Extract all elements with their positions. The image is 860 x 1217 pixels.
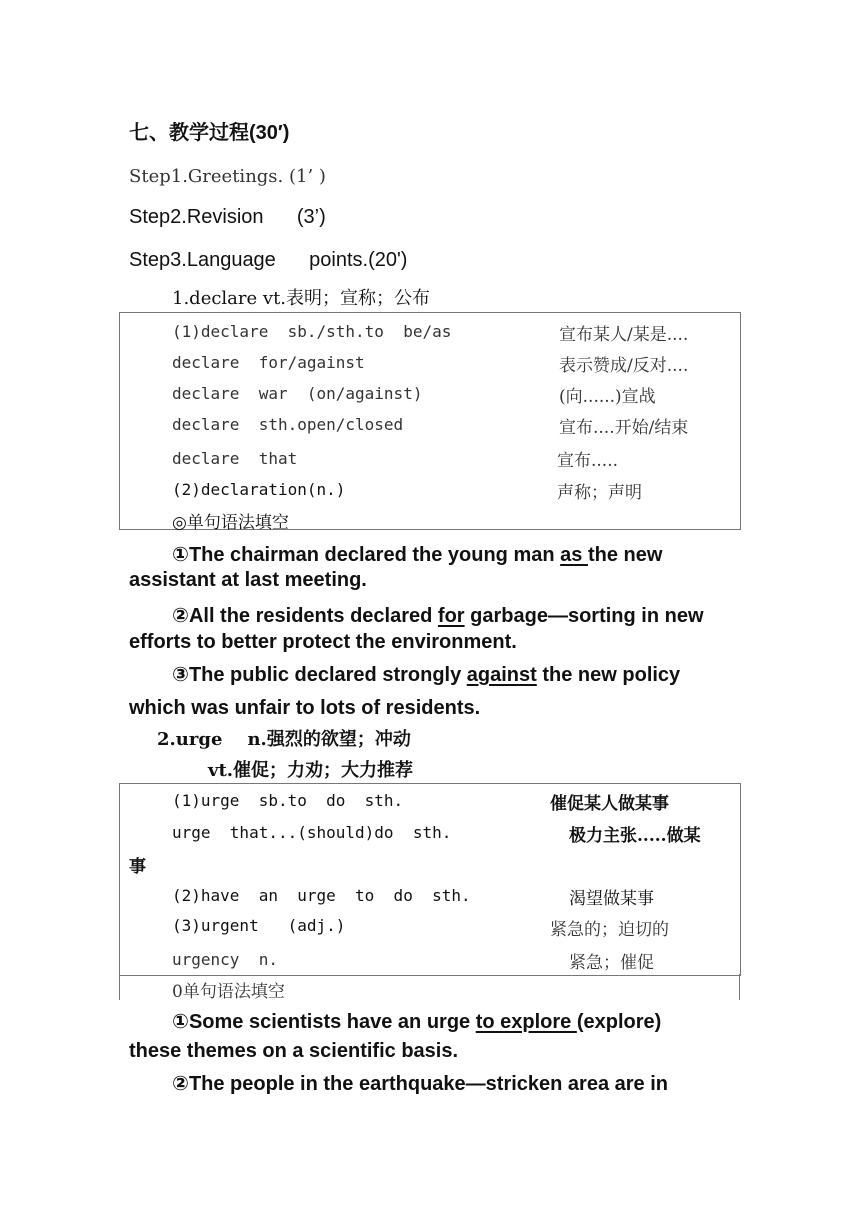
point2-row-zh: 极力主张.....做某 xyxy=(569,826,701,846)
point2-sentence xyxy=(172,1009,661,1034)
point2-row-zh: 渴望做某事 xyxy=(569,889,654,909)
point1-row-en: (1)declare sb./sth.to be/as xyxy=(172,322,452,341)
point2-row-en: (2)have an urge to do sth. xyxy=(172,886,471,905)
sentence-text: (explore) xyxy=(576,1011,662,1033)
sentence-text: garbage—sorting in new xyxy=(464,605,704,627)
point2-heading-line2: vt.催促；力劝；大力推荐 xyxy=(208,760,414,781)
section-heading: 七、教学过程(30′) xyxy=(129,122,290,144)
step-3: Step3.Language points.(20') xyxy=(129,249,408,271)
sentence-text: All the residents declared xyxy=(188,605,438,627)
point1-sentence-cont: efforts to better protect the environment. xyxy=(129,631,517,653)
point1-heading: 1.declare vt.表明；宣称；公布 xyxy=(172,288,431,309)
point1-sentence-cont: assistant at last meeting. xyxy=(129,569,367,591)
point1-row-zh: 宣布..... xyxy=(557,451,619,471)
sentence-number: ② xyxy=(172,1073,189,1095)
step-1: Step1.Greetings. (1’ ) xyxy=(129,166,326,187)
sentence-number: ② xyxy=(172,605,189,627)
sentence-number: ③ xyxy=(172,664,189,686)
point2-sentence xyxy=(172,1071,668,1096)
point2-row-zh-wrap: 事 xyxy=(129,857,146,877)
point1-row-zh: 声称；声明 xyxy=(557,483,642,503)
step-2: Step2.Revision (3’) xyxy=(129,206,326,228)
point2-row-en: urge that...(should)do sth. xyxy=(172,823,452,842)
point2-row-zh: 紧急的；迫切的 xyxy=(550,920,669,940)
point2-exercise-title: 0单句语法填空 xyxy=(172,982,285,1002)
answer-blank: to explore xyxy=(475,1011,577,1033)
point1-row-en: declare for/against xyxy=(172,353,365,372)
sentence-text: the new xyxy=(587,544,663,566)
answer-blank: for xyxy=(437,605,465,627)
point2-row-zh: 紧急；催促 xyxy=(569,953,654,973)
answer-blank: as xyxy=(560,544,588,566)
point2-row-en: (3)urgent (adj.) xyxy=(172,916,346,935)
sentence-text: The public declared strongly xyxy=(188,664,467,686)
point1-row-zh: 宣布....开始/结束 xyxy=(559,418,689,438)
sentence-number: ① xyxy=(172,1011,189,1033)
point1-exercise-title: ◎单句语法填空 xyxy=(172,513,289,533)
point1-row-en: declare that xyxy=(172,449,298,468)
sentence-text: The chairman declared the young man xyxy=(188,544,561,566)
box-edge-line xyxy=(739,974,740,1000)
point1-row-en: declare war (on/against) xyxy=(172,384,423,403)
point2-row-zh: 催促某人做某事 xyxy=(550,794,669,814)
point2-row-en: (1)urge sb.to do sth. xyxy=(172,791,404,810)
answer-blank: against xyxy=(466,664,537,686)
point1-row-en: (2)declaration(n.) xyxy=(172,480,346,499)
point1-sentence xyxy=(172,662,680,687)
point1-sentence xyxy=(172,603,704,628)
point1-row-zh: (向......)宣战 xyxy=(559,387,656,407)
box-edge-line xyxy=(119,974,120,1000)
point2-row-en: urgency n. xyxy=(172,950,278,969)
sentence-text: the new policy xyxy=(536,664,681,686)
point1-row-en: declare sth.open/closed xyxy=(172,415,404,434)
sentence-number: ① xyxy=(172,544,189,566)
point1-sentence-cont: which was unfair to lots of residents. xyxy=(129,697,481,719)
point1-row-zh: 表示赞成/反对.... xyxy=(559,356,689,376)
point1-row-zh: 宣布某人/某是.... xyxy=(559,325,689,345)
sentence-text: Some scientists have an urge xyxy=(188,1011,476,1033)
point2-heading: 2.urge n.强烈的欲望；冲动 xyxy=(157,729,411,750)
sentence-text: The people in the earthquake—stricken area are in xyxy=(188,1073,668,1095)
point2-sentence-cont: these themes on a scientific basis. xyxy=(129,1040,459,1062)
point1-sentence xyxy=(172,542,662,567)
